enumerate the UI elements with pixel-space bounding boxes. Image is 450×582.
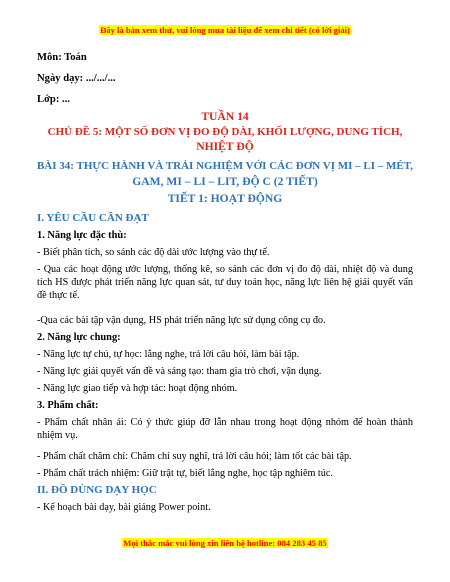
qualities-heading: 3. Phẩm chất: xyxy=(37,400,99,411)
list-item: -Qua các bài tập vận dụng, HS phát triển năng lực sử dụng công cụ đo. xyxy=(37,315,326,326)
period-title: TIẾT 1: HOẠT ĐỘNG xyxy=(167,192,283,205)
general-competence-heading: 2. Năng lực chung: xyxy=(37,332,121,343)
hotline-notice-text: Mọi thắc mắc vui lòng xin liên hệ hotline: 084 283 45 85 xyxy=(123,538,327,548)
preview-notice xyxy=(0,25,450,36)
list-item: - Năng lực giao tiếp và hợp tác: hoạt động nhóm. xyxy=(37,383,238,394)
list-item: - Phẩm chất chăm chỉ: Chăm chỉ suy nghĩ, trả lời câu hỏi; làm tốt các bài tập. xyxy=(37,451,352,462)
section-materials-heading: II. ĐỒ DÙNG DẠY HỌC xyxy=(37,484,157,496)
teaching-date: Ngày dạy: .../.../... xyxy=(37,73,116,84)
lesson-title-line1: BÀI 34: THỰC HÀNH VÀ TRẢI NGHIỆM VỚI CÁC ĐƠN VỊ MI – LI – MÉT, xyxy=(36,160,414,172)
topic-title-line2: NHIỆT ĐỘ xyxy=(196,140,254,153)
list-item: - Năng lực tự chủ, tự học: lắng nghe, trả lời câu hỏi, làm bài tập. xyxy=(37,349,300,360)
list-item: - Kế hoạch bài dạy, bài giảng Power point. xyxy=(37,502,211,513)
list-item: - Phẩm chất trách nhiệm: Giữ trật tự, biết lắng nghe, học tập nghiêm túc. xyxy=(37,468,333,479)
preview-notice-text: Đây là bản xem thử, vui lòng mua tài liệu để xem chi tiết (có lời giải) xyxy=(100,25,350,35)
subject-label: Môn: Toán xyxy=(37,52,87,63)
week-title: TUẦN 14 xyxy=(201,110,249,123)
lesson-title-line2: GAM, MI – LI – LIT, ĐỘ C (2 TIẾT) xyxy=(132,175,318,188)
list-item: - Biết phân tích, so sánh các độ dài ước lượng vào thự tế. xyxy=(37,247,270,258)
class-label: Lớp: ... xyxy=(37,94,70,105)
list-item: - Qua các hoạt động ước lượng, thống kê, so sánh các đơn vị đo độ dài, nhiệt độ và dung tích HS được phát triển năng lực quan sát, tư duy toán học, năng lực liên hệ giải quyết vấn đề thực tế. xyxy=(37,264,413,301)
section-requirements-heading: I. YÊU CẦU CẦN ĐẠT xyxy=(37,212,149,224)
list-item: - Phẩm chất nhân ái: Có ý thức giúp đỡ lẫn nhau trong hoạt động nhóm để hoàn thành nhiệm vụ. xyxy=(37,417,413,441)
list-item: - Năng lực giải quyết vấn đề và sáng tạo: tham gia trò chơi, vận dụng. xyxy=(37,366,322,377)
hotline-notice xyxy=(0,538,450,549)
topic-title-line1: CHỦ ĐỀ 5: MỘT SỐ ĐƠN VỊ ĐO ĐỘ DÀI, KHỐI LƯỢNG, DUNG TÍCH, xyxy=(47,126,403,138)
specific-competence-heading: 1. Năng lực đặc thù: xyxy=(37,230,127,241)
